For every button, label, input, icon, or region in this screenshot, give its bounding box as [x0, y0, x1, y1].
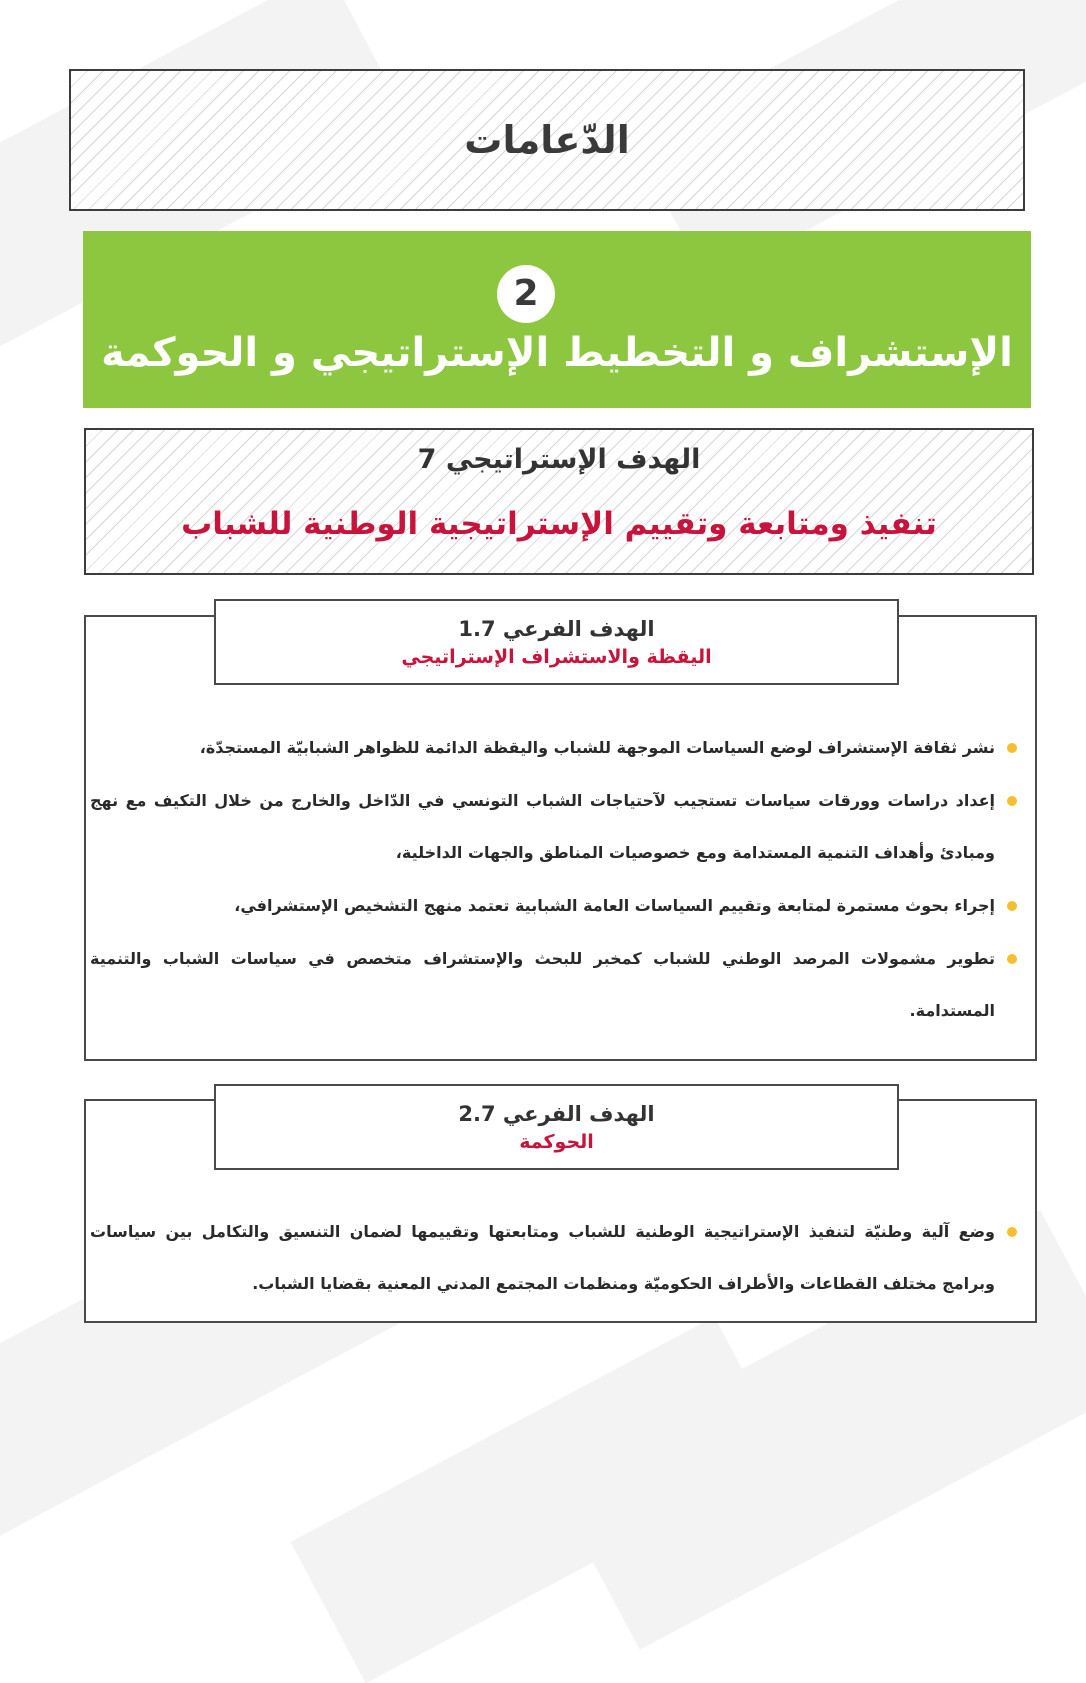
sub-goal-label: الهدف الفرعي 2.7 [458, 1102, 655, 1126]
list-item [90, 775, 995, 879]
list-item-text: وضع آلية وطنيّة لتنفيذ الإستراتيجية الوطنية للشباب ومتابعتها وتقييمها لضمان التنسيق والتكامل بين سياسات وبرامج مختلف القطاعات والأطراف الحكوميّة ومنظمات المجتمع المدني المعنية بقضايا الشباب. [90, 1222, 995, 1293]
list-item-text: إجراء بحوث مستمرة لمتابعة وتقييم السياسات العامة الشبابية تعتمد منهج التشخيص الإستشرافي، [234, 896, 995, 915]
axis-title: الإستشراف و التخطيط الإستراتيجي و الحوكمة [101, 330, 1013, 376]
axis-number-badge: 2 [497, 265, 555, 323]
section-header [69, 69, 1025, 211]
list-item [90, 933, 995, 1037]
list-item-text: نشر ثقافة الإستشراف لوضع السياسات الموجهة للشباب واليقظة الدائمة للظواهر الشبابيّة المستجدّة، [199, 738, 995, 757]
list-item [90, 880, 995, 932]
sub-goal-title: اليقظة والاستشراف الإستراتيجي [401, 646, 712, 668]
axis-banner [83, 231, 1031, 408]
sub-goal-list [90, 722, 995, 1038]
strategic-goal-title: تنفيذ ومتابعة وتقييم الإستراتيجية الوطنية للشباب [181, 506, 937, 542]
sub-goal-title: الحوكمة [519, 1131, 594, 1153]
sub-goal-tab [214, 599, 899, 685]
bullet-dot-icon [1007, 1227, 1017, 1237]
strategic-goal-box [84, 428, 1034, 575]
list-item-text: إعداد دراسات وورقات سياسات تستجيب لآحتياجات الشباب التونسي في الدّاخل والخارج من خلال التكيف مع نهج ومبادئ وأهداف التنمية المستدامة ومع خصوصيات المناطق والجهات الداخلية، [90, 791, 995, 862]
sub-goal-label: الهدف الفرعي 1.7 [458, 617, 655, 641]
section-header-title: الدّعامات [464, 118, 630, 162]
sub-goal-tab [214, 1084, 899, 1170]
strategic-goal-label: الهدف الإستراتيجي 7 [417, 444, 701, 475]
list-item [90, 722, 995, 774]
bullet-dot-icon [1007, 954, 1017, 964]
list-item [90, 1206, 995, 1310]
bullet-dot-icon [1007, 743, 1017, 753]
sub-goal-list [90, 1206, 995, 1324]
bullet-dot-icon [1007, 901, 1017, 911]
bullet-dot-icon [1007, 796, 1017, 806]
list-item-text: تطوير مشمولات المرصد الوطني للشباب كمخبر للبحث والإستشراف متخصص في سياسات الشباب والتنمية المستدامة. [90, 949, 995, 1020]
